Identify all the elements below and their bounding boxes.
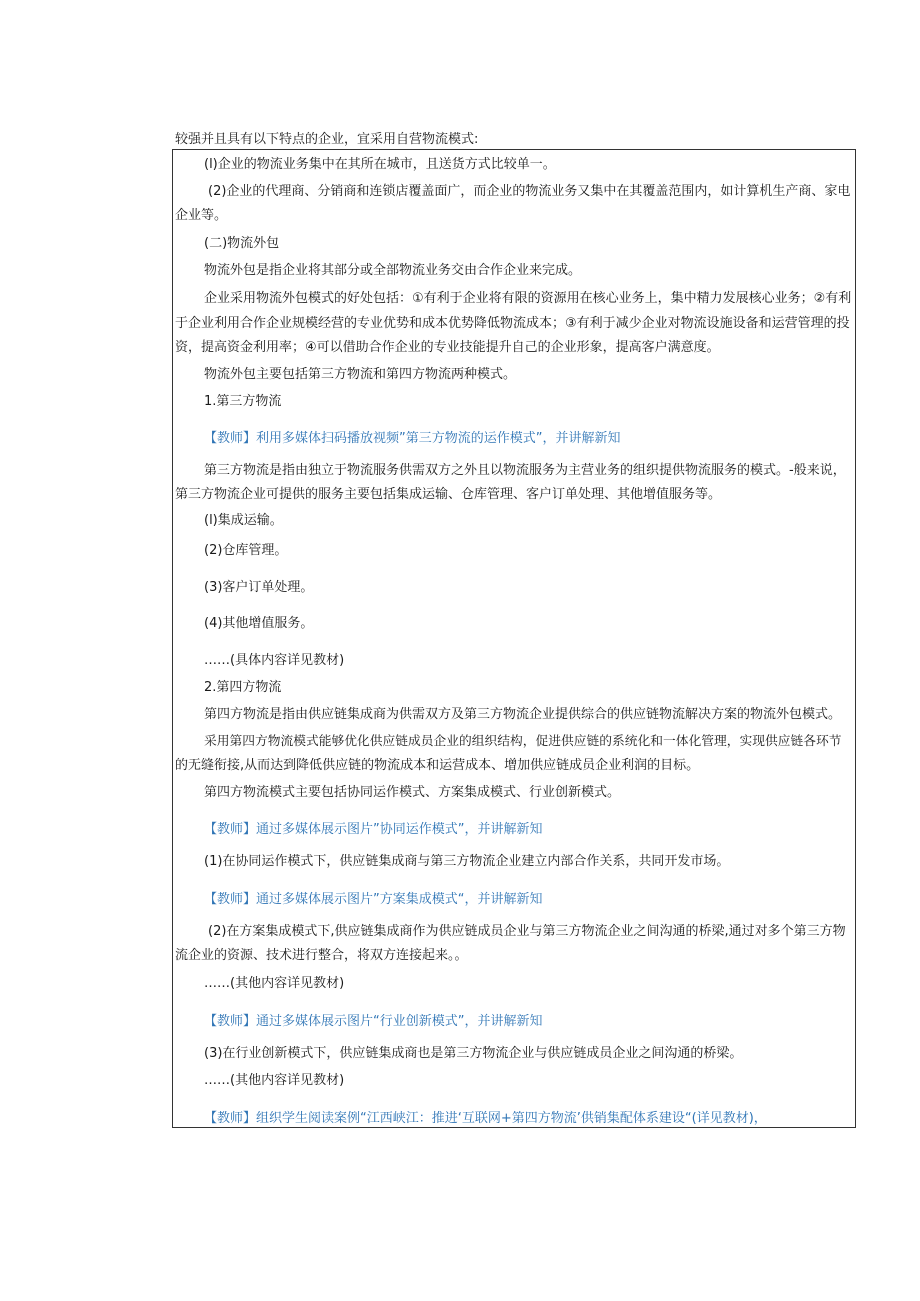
list-item: (4)其他增值服务。: [204, 616, 314, 631]
section-heading: 1.第三方物流: [204, 394, 282, 409]
paragraph-line: 第四方物流是指由供应链集成商为供需双方及第三方物流企业提供综合的供应链物流解决方案的物流外包模式。: [204, 707, 842, 722]
list-item: (3)客户订单处理。: [204, 580, 314, 595]
paragraph-line: 于企业利用合作企业规模经营的专业优势和成本优势降低物流成本；③有利于减少企业对物流设施设备和运营管理的投: [175, 316, 850, 331]
paragraph-line: (2)在方案集成模式下,供应链集成商作为供应链成员企业与第三方物流企业之间沟通的桥梁,通过对多个第三方物: [208, 924, 846, 939]
paragraph-line: (1)在协同运作模式下，供应链集成商与第三方物流企业建立内部合作关系，共同开发市场。: [204, 854, 730, 869]
paragraph-line: (2)企业的代理商、分销商和连锁店覆盖面广，而企业的物流业务又集中在其覆盖范围内，如计算机生产商、家电: [208, 184, 851, 199]
list-item: (2)仓库管理。: [204, 543, 288, 558]
section-heading: 2.第四方物流: [204, 680, 282, 695]
teacher-note: 【教师】利用多媒体扫码播放视频”第三方物流的运作模式”，并讲解新知: [204, 431, 621, 446]
paragraph-line: ……(具体内容详见教材): [204, 653, 345, 668]
teacher-note: 【教师】通过多媒体展示图片”协同运作模式”，并讲解新知: [204, 822, 543, 837]
paragraph-line: 的无缝衔接,从而达到降低供应链的物流成本和运营成本、增加供应链成员企业利润的目标。: [175, 758, 700, 773]
list-item: (l)集成运输。: [204, 513, 283, 528]
teacher-note: 【教师】通过多媒体展示图片”方案集成模式“，并讲解新知: [204, 892, 543, 907]
paragraph-line: ……(其他内容详见教材): [204, 1073, 345, 1088]
content-table-cell: [172, 149, 856, 1128]
paragraph-line: ……(其他内容详见教材): [204, 976, 345, 991]
paragraph-line: 第三方物流是指由独立于物流服务供需双方之外且以物流服务为主营业务的组织提供物流服务的模式。-般来说，: [204, 463, 846, 478]
paragraph-line: (3)在行业创新模式下，供应链集成商也是第三方物流企业与供应链成员企业之间沟通的桥梁。: [204, 1046, 743, 1061]
section-heading: (二)物流外包: [204, 236, 280, 251]
paragraph-line: 采用第四方物流模式能够优化供应链成员企业的组织结构，促进供应链的系统化和一体化管理，实现供应链各环节: [204, 734, 842, 749]
intro-text: 较强并且具有以下特点的企业，宜采用自营物流模式:: [175, 132, 479, 147]
paragraph-line: 企业采用物流外包模式的好处包括：①有利于企业将有限的资源用在核心业务上，集中精力发展核心业务；②有利: [204, 291, 852, 306]
paragraph-line: 物流外包主要包括第三方物流和第四方物流两种模式。: [204, 367, 517, 382]
teacher-note: 【教师】组织学生阅读案例“江西峡江：推进‘互联网+第四方物流’供销集配体系建设“(详见教材)，: [204, 1111, 767, 1126]
paragraph-line: (l)企业的物流业务集中在其所在城市，且送货方式比较单一。: [204, 157, 556, 172]
paragraph-line: 第四方物流模式主要包括协同运作模式、方案集成模式、行业创新模式。: [204, 785, 621, 800]
paragraph-line: 企业等。: [175, 208, 228, 223]
teacher-note: 【教师】通过多媒体展示图片“行业创新模式”，并讲解新知: [204, 1014, 543, 1029]
paragraph-line: 第三方物流企业可提供的服务主要包括集成运输、仓库管理、客户订单处理、其他增值服务等。: [175, 487, 722, 502]
paragraph-line: 资，提高资金利用率；④可以借助合作企业的专业技能提升自己的企业形象，提高客户满意度。: [175, 340, 720, 355]
paragraph-line: 物流外包是指企业将其部分或全部物流业务交由合作企业来完成。: [204, 263, 582, 278]
paragraph-line: 流企业的资源、技术进行整合，将双方连接起来。。: [175, 948, 468, 963]
